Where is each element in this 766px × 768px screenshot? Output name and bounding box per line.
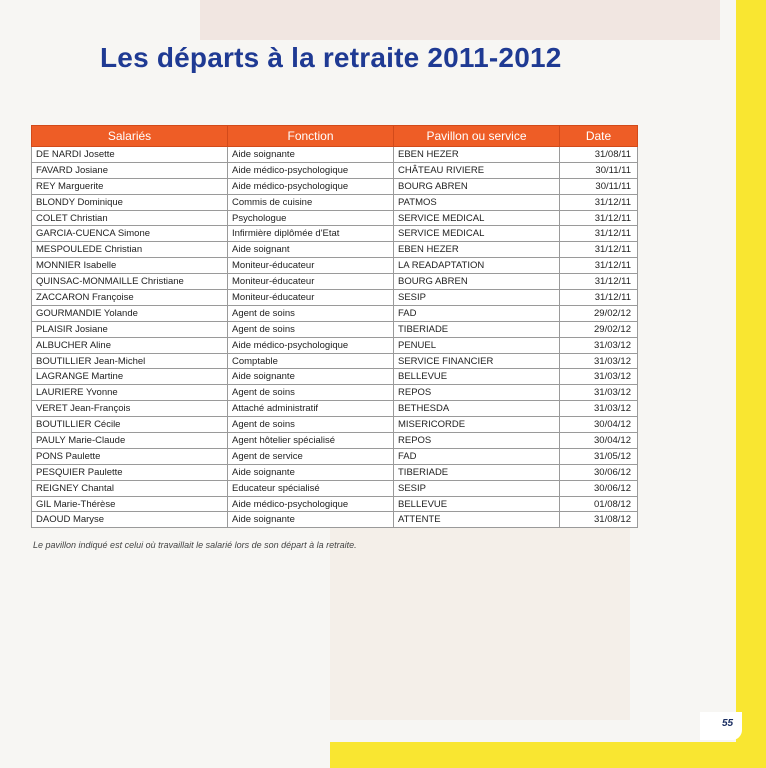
cell-fonction: Attaché administratif: [228, 401, 394, 417]
table-row: [32, 369, 638, 385]
cell-pavillon: SERVICE FINANCIER: [394, 353, 560, 369]
cell-salarie: QUINSAC-MONMAILLE Christiane: [32, 274, 228, 290]
background-bleed-top: [200, 0, 720, 40]
cell-pavillon: BETHESDA: [394, 401, 560, 417]
cell-salarie: PONS Paulette: [32, 448, 228, 464]
cell-pavillon: SESIP: [394, 290, 560, 306]
cell-salarie: BLONDY Dominique: [32, 194, 228, 210]
cell-pavillon: BELLEVUE: [394, 369, 560, 385]
table-row: [32, 305, 638, 321]
cell-fonction: Agent hôtelier spécialisé: [228, 433, 394, 449]
cell-salarie: FAVARD Josiane: [32, 162, 228, 178]
table-row: [32, 147, 638, 163]
cell-date: 29/02/12: [560, 305, 638, 321]
table-body: [32, 147, 638, 528]
cell-date: 31/12/11: [560, 290, 638, 306]
cell-date: 30/11/11: [560, 162, 638, 178]
cell-salarie: LAURIERE Yvonne: [32, 385, 228, 401]
table-row: [32, 496, 638, 512]
header-date: Date: [560, 126, 638, 147]
cell-fonction: Aide soignante: [228, 147, 394, 163]
cell-date: 29/02/12: [560, 321, 638, 337]
table-header-row: [32, 126, 638, 147]
cell-fonction: Aide soignante: [228, 369, 394, 385]
cell-pavillon: SERVICE MEDICAL: [394, 226, 560, 242]
cell-date: 31/08/12: [560, 512, 638, 528]
cell-fonction: Psychologue: [228, 210, 394, 226]
cell-fonction: Aide médico-psychologique: [228, 162, 394, 178]
cell-pavillon: ATTENTE: [394, 512, 560, 528]
cell-date: 31/12/11: [560, 194, 638, 210]
cell-fonction: Aide médico-psychologique: [228, 178, 394, 194]
cell-fonction: Aide médico-psychologique: [228, 496, 394, 512]
cell-date: 31/12/11: [560, 210, 638, 226]
cell-date: 30/04/12: [560, 433, 638, 449]
cell-pavillon: EBEN HEZER: [394, 242, 560, 258]
cell-fonction: Moniteur-éducateur: [228, 274, 394, 290]
page-number-box: [700, 712, 742, 740]
cell-pavillon: PENUEL: [394, 337, 560, 353]
table-row: [32, 162, 638, 178]
cell-date: 31/03/12: [560, 401, 638, 417]
table-row: [32, 194, 638, 210]
cell-pavillon: FAD: [394, 305, 560, 321]
cell-fonction: Educateur spécialisé: [228, 480, 394, 496]
background-bleed-bottom: [330, 520, 630, 720]
header-pavillon: Pavillon ou service: [394, 126, 560, 147]
cell-fonction: Aide soignante: [228, 512, 394, 528]
table-row: [32, 448, 638, 464]
cell-salarie: PLAISIR Josiane: [32, 321, 228, 337]
table-row: [32, 290, 638, 306]
table-row: [32, 226, 638, 242]
cell-salarie: PAULY Marie-Claude: [32, 433, 228, 449]
retirements-table: [31, 125, 638, 528]
table-row: [32, 337, 638, 353]
cell-date: 31/03/12: [560, 337, 638, 353]
cell-fonction: Comptable: [228, 353, 394, 369]
cell-date: 30/11/11: [560, 178, 638, 194]
table-row: [32, 401, 638, 417]
cell-date: 31/12/11: [560, 242, 638, 258]
cell-fonction: Agent de soins: [228, 321, 394, 337]
cell-fonction: Agent de soins: [228, 305, 394, 321]
header-salaries: Salariés: [32, 126, 228, 147]
cell-salarie: MESPOULEDE Christian: [32, 242, 228, 258]
table-row: [32, 274, 638, 290]
cell-date: 30/04/12: [560, 417, 638, 433]
cell-fonction: Commis de cuisine: [228, 194, 394, 210]
cell-salarie: REY Marguerite: [32, 178, 228, 194]
cell-salarie: BOUTILLIER Jean-Michel: [32, 353, 228, 369]
header-fonction: Fonction: [228, 126, 394, 147]
table-row: [32, 258, 638, 274]
cell-date: 31/12/11: [560, 226, 638, 242]
cell-pavillon: BELLEVUE: [394, 496, 560, 512]
table-row: [32, 242, 638, 258]
page-number: 55: [722, 718, 734, 729]
cell-pavillon: PATMOS: [394, 194, 560, 210]
table-row: [32, 178, 638, 194]
cell-fonction: Agent de soins: [228, 385, 394, 401]
cell-salarie: REIGNEY Chantal: [32, 480, 228, 496]
cell-pavillon: REPOS: [394, 433, 560, 449]
cell-pavillon: MISERICORDE: [394, 417, 560, 433]
table-footnote: Le pavillon indiqué est celui où travaillait le salarié lors de son départ à la retraite.: [33, 540, 357, 550]
cell-salarie: DAOUD Maryse: [32, 512, 228, 528]
cell-salarie: BOUTILLIER Cécile: [32, 417, 228, 433]
cell-date: 31/12/11: [560, 258, 638, 274]
yellow-border-bottom: [330, 742, 766, 768]
cell-fonction: Agent de service: [228, 448, 394, 464]
cell-fonction: Infirmière diplômée d'Etat: [228, 226, 394, 242]
cell-date: 01/08/12: [560, 496, 638, 512]
table-row: [32, 480, 638, 496]
page-title: Les départs à la retraite 2011-2012: [100, 42, 562, 73]
table-row: [32, 385, 638, 401]
cell-date: 31/03/12: [560, 385, 638, 401]
cell-fonction: Aide médico-psychologique: [228, 337, 394, 353]
table-row: [32, 417, 638, 433]
cell-pavillon: SERVICE MEDICAL: [394, 210, 560, 226]
cell-date: 30/06/12: [560, 480, 638, 496]
cell-pavillon: BOURG ABREN: [394, 178, 560, 194]
cell-pavillon: BOURG ABREN: [394, 274, 560, 290]
cell-salarie: ALBUCHER Aline: [32, 337, 228, 353]
cell-salarie: MONNIER Isabelle: [32, 258, 228, 274]
cell-date: 31/12/11: [560, 274, 638, 290]
cell-pavillon: FAD: [394, 448, 560, 464]
cell-salarie: GARCIA-CUENCA Simone: [32, 226, 228, 242]
cell-date: 31/05/12: [560, 448, 638, 464]
cell-pavillon: LA READAPTATION: [394, 258, 560, 274]
cell-fonction: Moniteur-éducateur: [228, 290, 394, 306]
table-row: [32, 210, 638, 226]
cell-date: 31/03/12: [560, 353, 638, 369]
cell-salarie: GIL Marie-Thérèse: [32, 496, 228, 512]
cell-fonction: Aide soignant: [228, 242, 394, 258]
cell-salarie: COLET Christian: [32, 210, 228, 226]
cell-pavillon: REPOS: [394, 385, 560, 401]
cell-date: 31/03/12: [560, 369, 638, 385]
cell-salarie: ZACCARON Françoise: [32, 290, 228, 306]
cell-salarie: DE NARDI Josette: [32, 147, 228, 163]
cell-pavillon: SESIP: [394, 480, 560, 496]
cell-fonction: Moniteur-éducateur: [228, 258, 394, 274]
cell-date: 31/08/11: [560, 147, 638, 163]
cell-date: 30/06/12: [560, 464, 638, 480]
cell-salarie: GOURMANDIE Yolande: [32, 305, 228, 321]
cell-pavillon: CHÂTEAU RIVIERE: [394, 162, 560, 178]
cell-pavillon: EBEN HEZER: [394, 147, 560, 163]
cell-pavillon: TIBERIADE: [394, 321, 560, 337]
table-row: [32, 353, 638, 369]
yellow-border-right: [736, 0, 766, 768]
cell-salarie: PESQUIER Paulette: [32, 464, 228, 480]
cell-salarie: LAGRANGE Martine: [32, 369, 228, 385]
table-row: [32, 464, 638, 480]
table-row: [32, 512, 638, 528]
table-row: [32, 433, 638, 449]
cell-salarie: VERET Jean-François: [32, 401, 228, 417]
table-row: [32, 321, 638, 337]
cell-fonction: Aide soignante: [228, 464, 394, 480]
cell-fonction: Agent de soins: [228, 417, 394, 433]
cell-pavillon: TIBERIADE: [394, 464, 560, 480]
